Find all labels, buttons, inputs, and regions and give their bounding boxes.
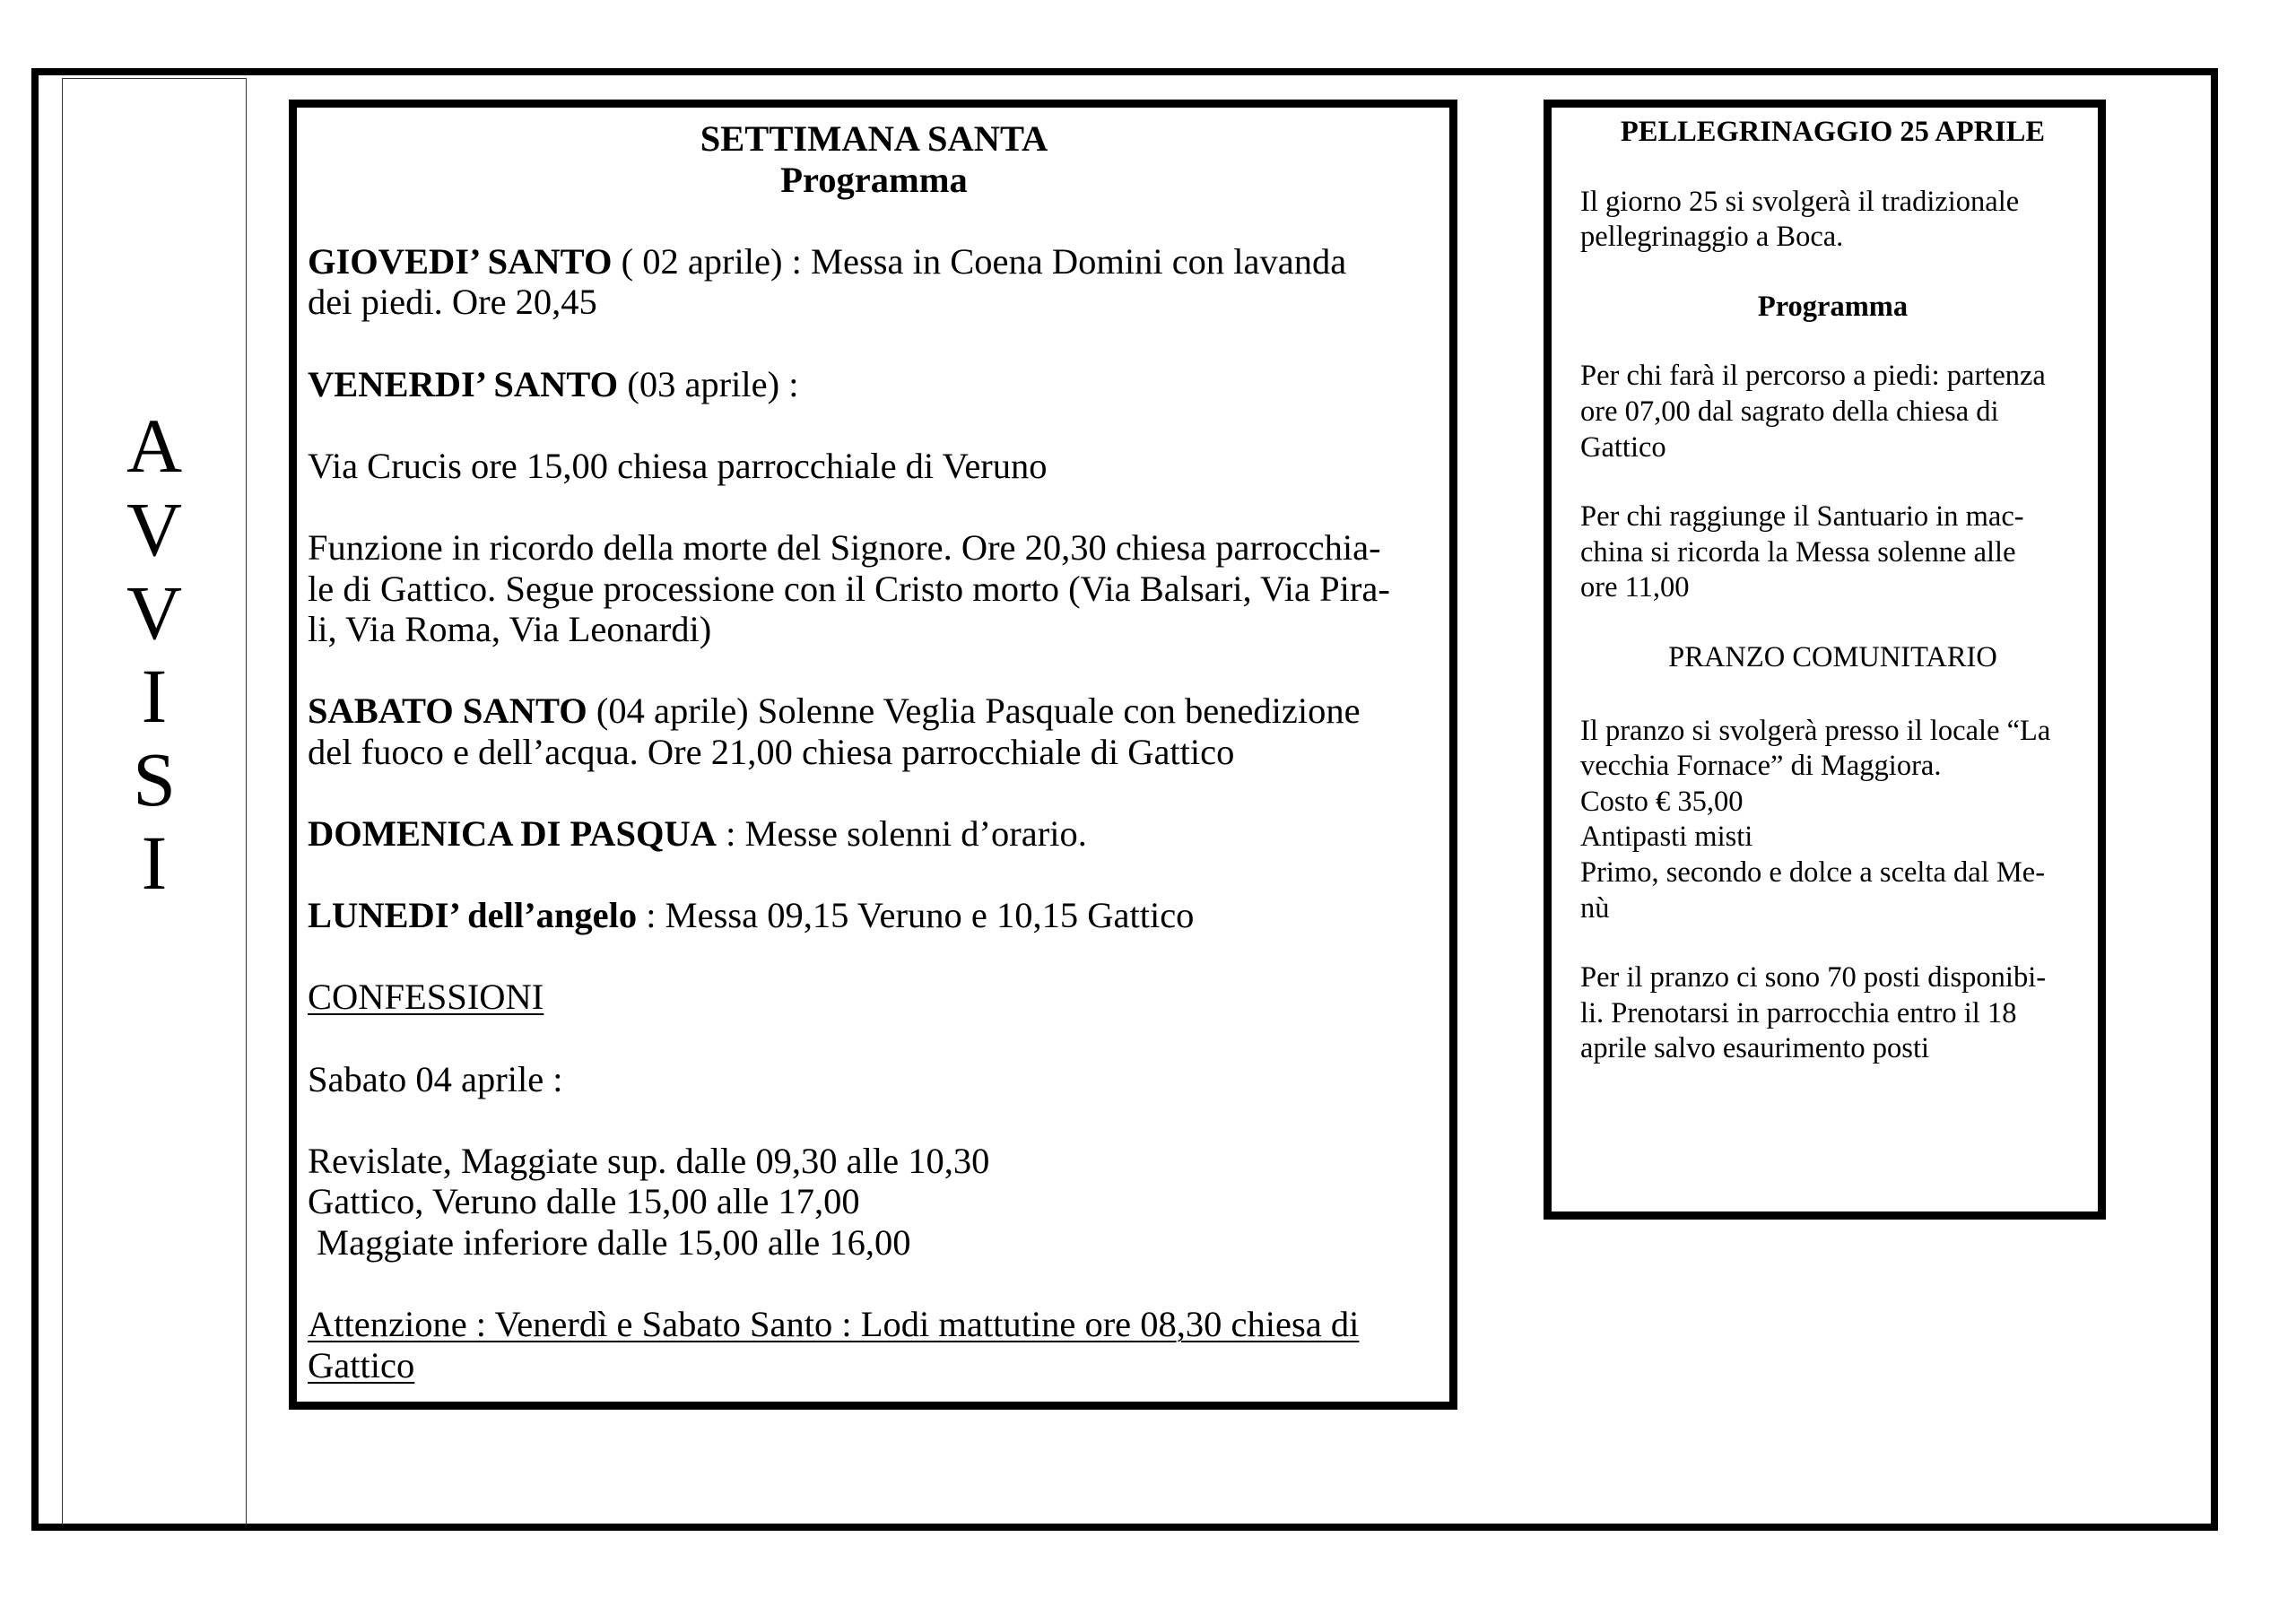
giovedi-santo-entry <box>308 241 1440 282</box>
domenica-pasqua-entry <box>308 813 1440 855</box>
funzione-line: le di Gattico. Segue processione con il Cristo morto (Via Balsari, Via Pira- <box>308 568 1390 609</box>
pellegrinaggio-title: PELLEGRINAGGIO 25 APRILE <box>1620 116 2046 148</box>
funzione-line: li, Via Roma, Via Leonardi) <box>308 609 712 650</box>
sabato-santo-entry <box>308 690 1440 732</box>
piedi-line: Gattico <box>1580 430 1666 464</box>
via-crucis-entry: Via Crucis ore 15,00 chiesa parrocchiale di Veruno <box>308 445 1048 486</box>
confessioni-heading-text: CONFESSIONI <box>308 977 544 1018</box>
side-banner <box>62 78 247 1525</box>
venerdi-label: VENERDI’ SANTO <box>308 363 619 404</box>
settimana-title: SETTIMANA SANTA <box>700 118 1048 159</box>
pranzo-cost: Costo € 35,00 <box>1580 785 1744 818</box>
programma-heading: Programma <box>1757 290 1909 323</box>
sabato-text-2: del fuoco e dell’acqua. Ore 21,00 chiesa parrocchiale di Gattico <box>308 731 1235 772</box>
giovedi-text: ( 02 aprile) : Messa in Coena Domini con lavanda <box>612 240 1347 282</box>
domenica-label: DOMENICA DI PASQUA <box>308 813 718 855</box>
pranzo-line: nù <box>1580 891 1610 925</box>
pranzo-line: vecchia Fornace” di Maggiora. <box>1580 750 1942 783</box>
funzione-line: Funzione in ricordo della morte del Signore. Ore 20,30 chiesa parrocchia- <box>308 526 1381 568</box>
side-letter: V <box>126 486 183 572</box>
piedi-line: Per chi farà il percorso a piedi: partenza <box>1580 360 2046 393</box>
intro-line: pellegrinaggio a Boca. <box>1580 221 1844 254</box>
attenzione-line: Attenzione : Venerdì e Sabato Santo : Lodi mattutine ore 08,30 chiesa di <box>308 1304 1360 1345</box>
macchina-line: china si ricorda la Messa solenne alle <box>1580 535 2016 569</box>
sabato-text: (04 aprile) Solenne Veglia Pasquale con benedizione <box>587 690 1361 732</box>
confessioni-date: Sabato 04 aprile : <box>308 1058 563 1099</box>
confessioni-time: Gattico, Veruno dalle 15,00 alle 17,00 <box>308 1181 860 1222</box>
giovedi-label: GIOVEDI’ SANTO <box>308 240 613 282</box>
attenzione-note-2 <box>308 1345 1440 1386</box>
posti-line: li. Prenotarsi in parrocchia entro il 18 <box>1580 996 2017 1029</box>
settimana-subtitle: Programma <box>780 159 968 200</box>
pranzo-heading: PRANZO COMUNITARIO <box>1668 640 1997 673</box>
avvisi-vertical-title <box>63 404 246 905</box>
attenzione-line: Gattico <box>308 1344 415 1385</box>
pranzo-line: Il pranzo si svolgerà presso il locale “La <box>1580 714 2051 747</box>
domenica-text: : Messe solenni d’orario. <box>717 813 1087 855</box>
pranzo-line: Primo, secondo e dolce a scelta dal Me- <box>1580 855 2046 889</box>
lunedi-label: LUNEDI’ dell’angelo <box>308 895 638 936</box>
intro-line: Il giorno 25 si svolgerà il tradizionale <box>1580 185 2020 218</box>
sabato-label: SABATO SANTO <box>308 690 587 732</box>
confessioni-time: Revislate, Maggiate sup. dalle 09,30 alle 10,30 <box>308 1140 990 1181</box>
posti-line: Per il pranzo ci sono 70 posti disponibi- <box>1580 961 2047 994</box>
side-letter: V <box>126 569 183 656</box>
side-letter: I <box>141 820 168 906</box>
pranzo-line: Antipasti misti <box>1580 821 1753 854</box>
posti-line: aprile salvo esaurimento posti <box>1580 1032 1930 1065</box>
side-letter: A <box>126 403 183 489</box>
side-letter: I <box>141 653 168 739</box>
lunedi-angelo-entry <box>308 895 1440 936</box>
pellegrinaggio-box <box>1544 100 2106 1220</box>
giovedi-text-2: dei piedi. Ore 20,45 <box>308 282 597 323</box>
settimana-santa-box <box>289 100 1457 1410</box>
venerdi-santo-entry <box>308 364 1440 405</box>
confessioni-heading <box>308 977 1440 1018</box>
lunedi-text: : Messa 09,15 Veruno e 10,15 Gattico <box>637 895 1195 936</box>
macchina-line: Per chi raggiunge il Santuario in mac- <box>1580 500 2024 534</box>
side-letter: S <box>133 736 176 822</box>
piedi-line: ore 07,00 dal sagrato della chiesa di <box>1580 395 1999 428</box>
venerdi-text: (03 aprile) : <box>618 363 799 404</box>
attenzione-note <box>308 1304 1440 1345</box>
macchina-line: ore 11,00 <box>1580 571 1690 604</box>
confessioni-time: Maggiate inferiore dalle 15,00 alle 16,00 <box>308 1222 911 1264</box>
